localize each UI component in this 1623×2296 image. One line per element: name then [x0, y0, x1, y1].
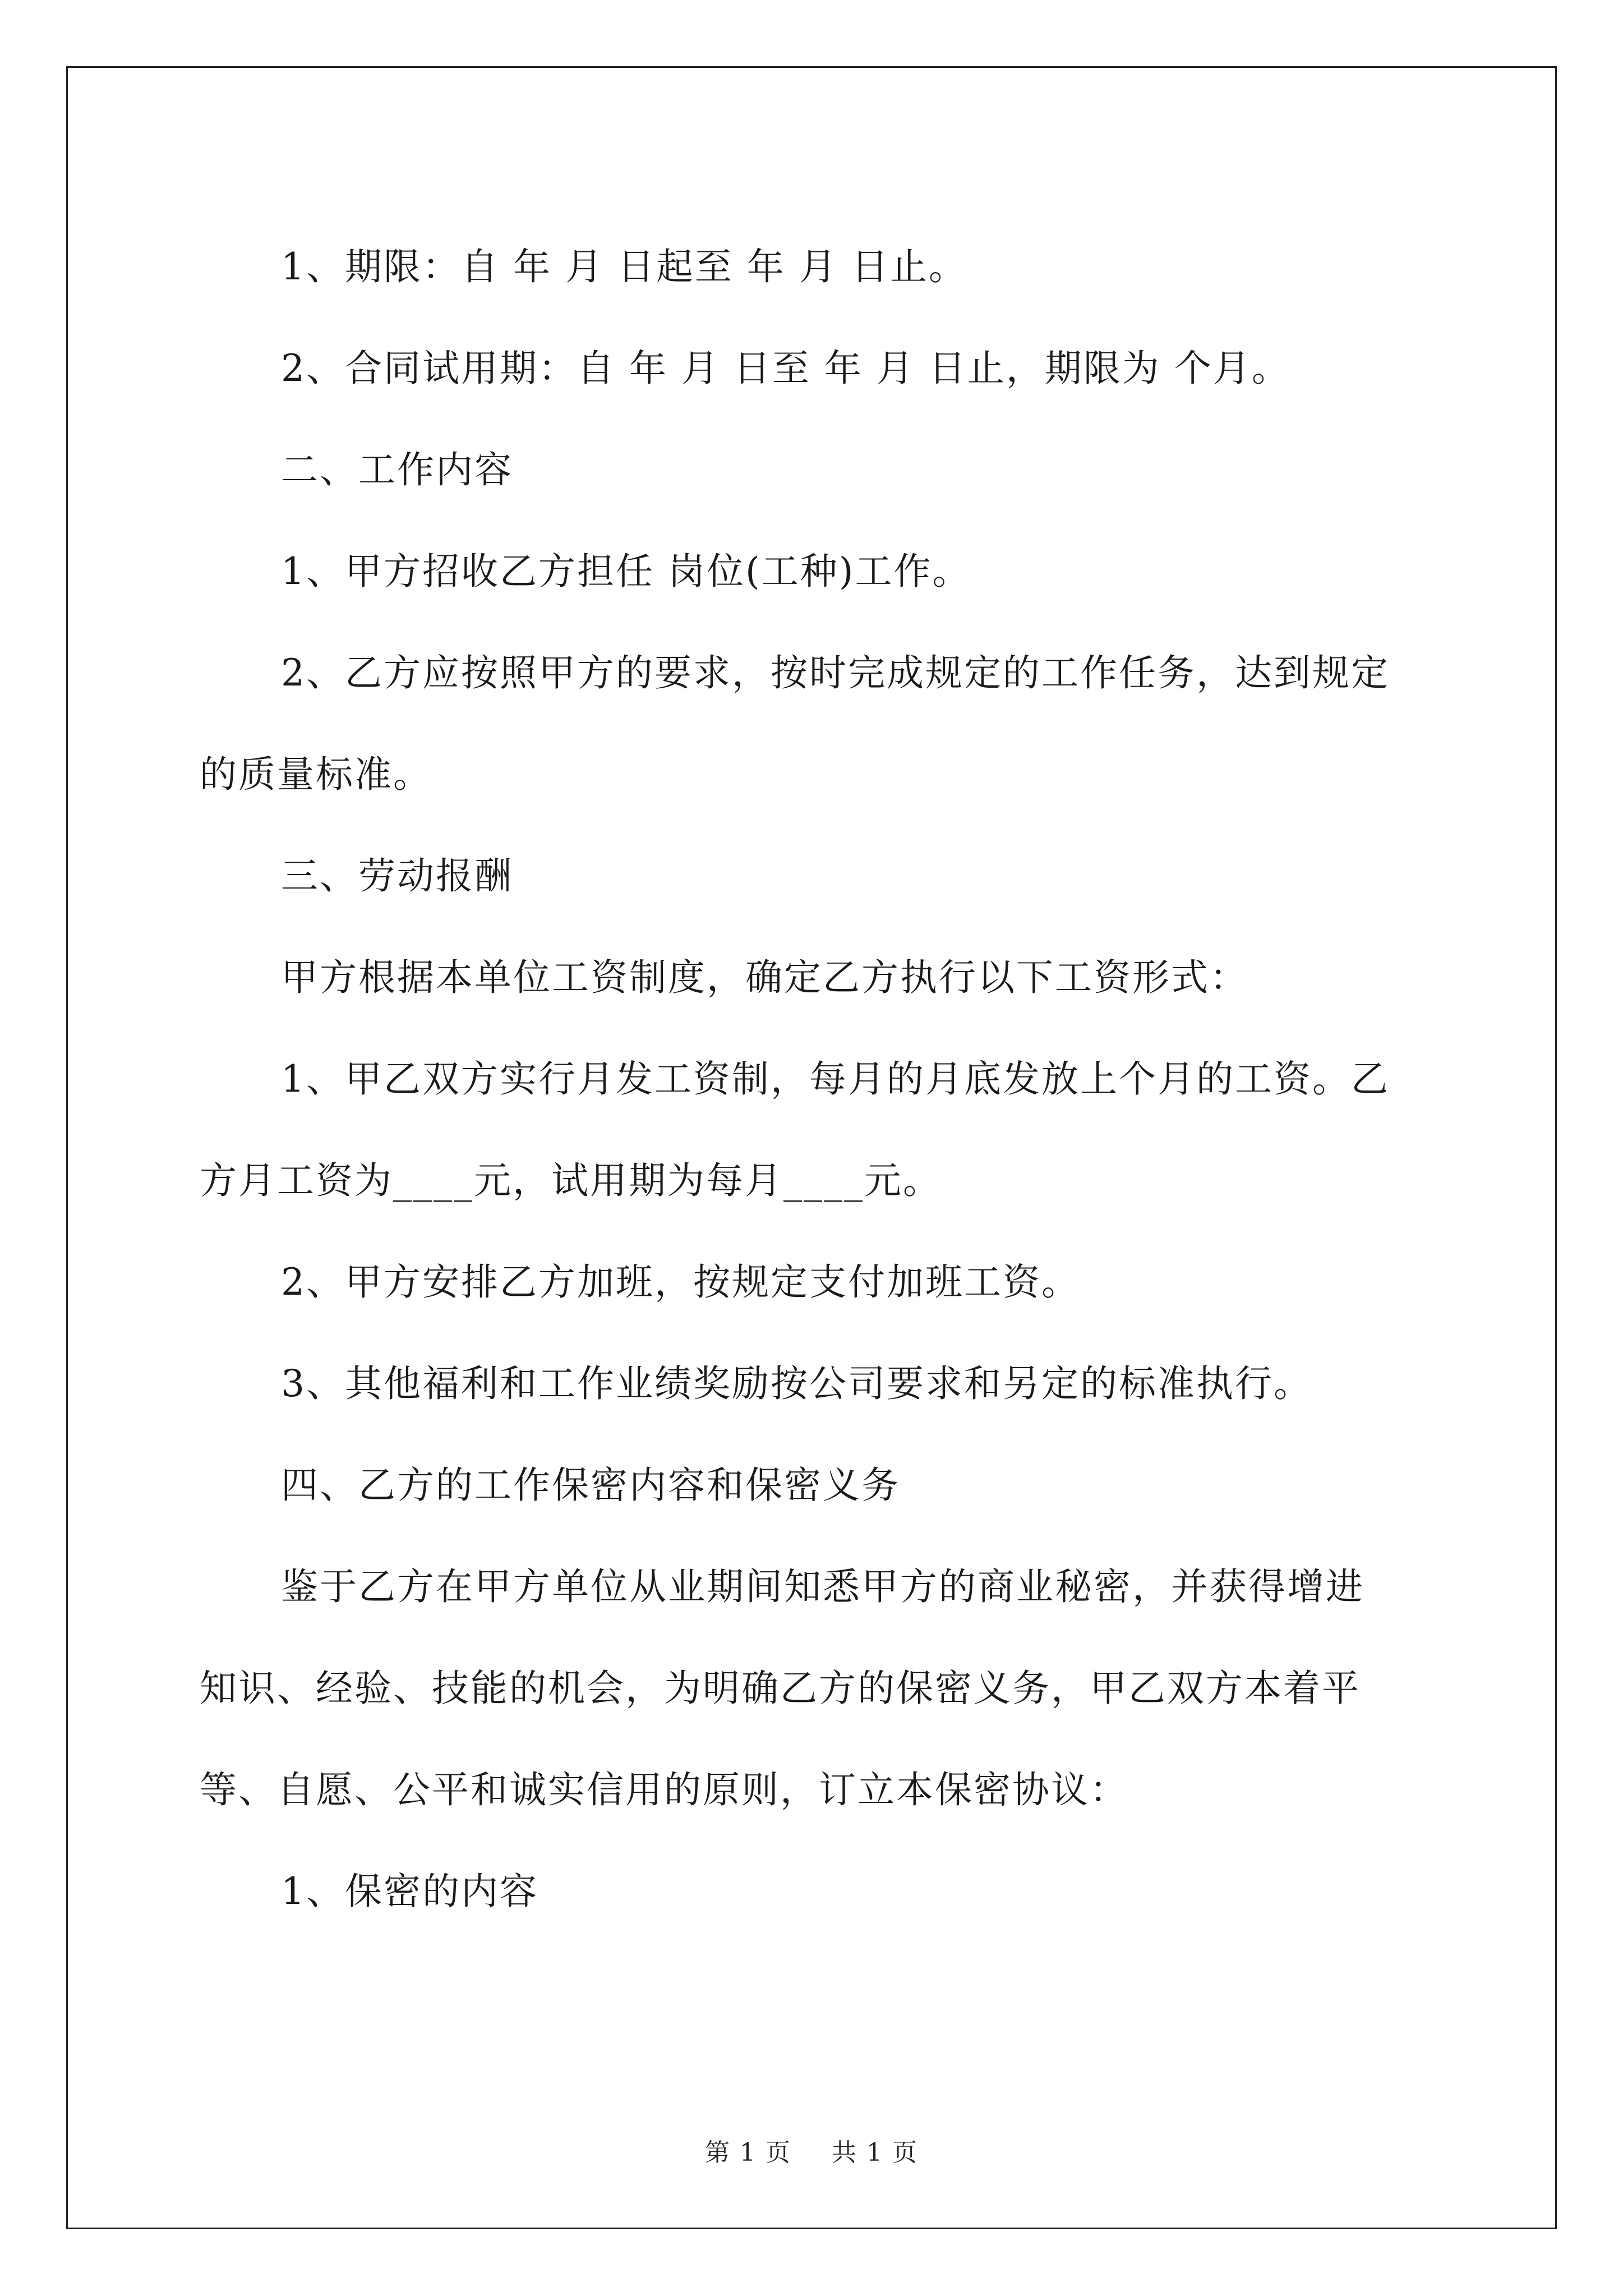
paragraph-continuation: 的质量标准。: [200, 753, 432, 796]
paragraph: 2、甲方安排乙方加班，按规定支付加班工资。: [281, 1260, 1080, 1304]
paragraph-continuation: 知识、经验、技能的机会，为明确乙方的保密义务，甲乙双方本着平: [200, 1667, 1361, 1710]
section-heading: 二、工作内容: [281, 448, 513, 491]
paragraph: 2、乙方应按照甲方的要求，按时完成规定的工作任务，达到规定: [281, 651, 1390, 694]
page-number: 第 1 页: [705, 2138, 791, 2167]
paragraph: 甲方根据本单位工资制度，确定乙方执行以下工资形式：: [281, 956, 1248, 999]
page-total: 共 1 页: [832, 2138, 918, 2167]
paragraph: 鉴于乙方在甲方单位从业期间知悉甲方的商业秘密，并获得增进: [281, 1565, 1364, 1608]
paragraph: 3、其他福利和工作业绩奖励按公司要求和另定的标准执行。: [281, 1362, 1312, 1405]
paragraph: 1、保密的内容: [281, 1870, 538, 1913]
paragraph: 1、甲方招收乙方担任 岗位(工种)工作。: [281, 550, 971, 593]
paragraph: 1、甲乙双方实行月发工资制，每月的月底发放上个月的工资。乙: [281, 1057, 1390, 1101]
paragraph: 1、期限：自 年 月 日起至 年 月 日止。: [281, 245, 967, 288]
page-footer: [0, 2136, 1623, 2170]
document-body: [200, 216, 1433, 1942]
paragraph: 2、合同试用期：自 年 月 日至 年 月 日止，期限为 个月。: [281, 347, 1290, 390]
section-heading: 四、乙方的工作保密内容和保密义务: [281, 1464, 900, 1507]
paragraph-continuation: 等、自愿、公平和诚实信用的原则，订立本保密协议：: [200, 1768, 1128, 1811]
section-heading: 三、劳动报酬: [281, 854, 513, 898]
paragraph-continuation: 方月工资为____元，试用期为每月____元。: [200, 1159, 942, 1202]
